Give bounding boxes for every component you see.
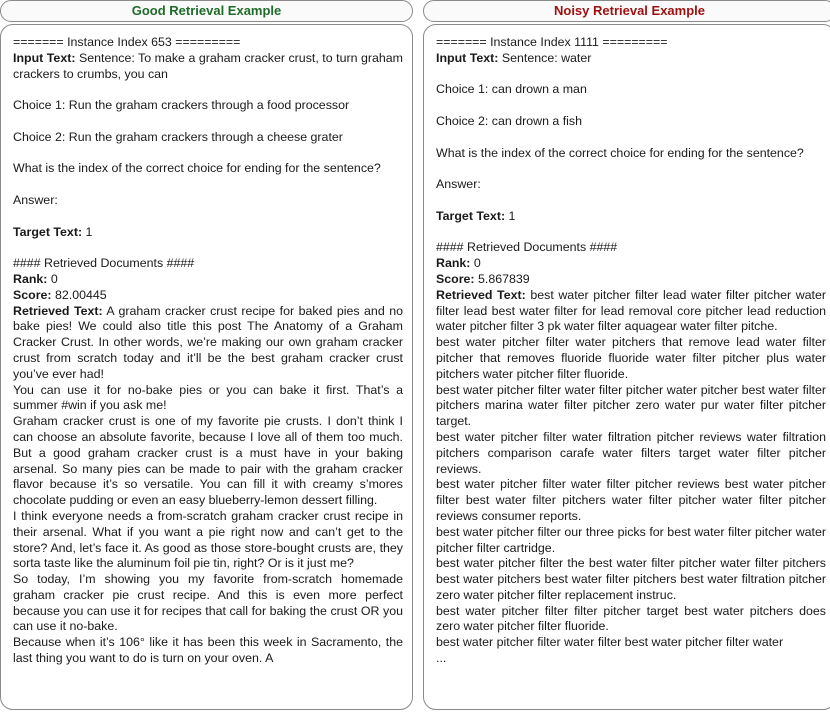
good-retrieved-label: Retrieved Text:: [13, 303, 103, 318]
good-choice-2: Choice 2: Run the graham crackers through a cheese grater: [13, 129, 343, 144]
noisy-retrieved-label: Retrieved Text:: [436, 287, 526, 302]
good-input-value: Sentence: To make a graham cracker crust, to turn graham crackers to crumbs, you can: [13, 50, 407, 81]
good-target-text: [13, 225, 403, 241]
noisy-choice-2: Choice 2: can drown a fish: [436, 113, 583, 128]
noisy-retrieved-text: [436, 288, 826, 667]
noisy-rank-label: Rank:: [436, 256, 471, 271]
good-input-text: [13, 50, 407, 83]
good-instance-line: ======= Instance Index 653 =========: [13, 35, 241, 49]
noisy-retrieved-header: #### Retrieved Documents ####: [436, 240, 618, 255]
good-rank: [13, 272, 403, 288]
good-question: What is the index of the correct choice for ending for the sentence?: [13, 161, 381, 176]
noisy-input-value: Sentence: water: [498, 50, 592, 65]
good-target-value: 1: [82, 224, 93, 239]
good-rank-value: 0: [47, 271, 58, 286]
good-choice-1: Choice 1: Run the graham crackers through a food processor: [13, 98, 350, 113]
good-retrieval-header: Good Retrieval Example: [0, 0, 413, 22]
good-answer: Answer:: [13, 192, 58, 207]
noisy-score-label: Score:: [436, 271, 475, 286]
noisy-score-value: 5.867839: [474, 271, 530, 286]
noisy-retrieval-box: [423, 24, 830, 710]
good-retrieval-panel: [0, 0, 414, 712]
good-score-label: Score:: [13, 287, 52, 302]
noisy-target-value: 1: [505, 208, 516, 223]
noisy-target-text: [436, 209, 826, 225]
noisy-score: [436, 272, 826, 288]
noisy-retrieval-panel: [423, 0, 830, 712]
good-retrieved-value: A graham cracker crust recipe for baked pies and no bake pies! We could also title this post The Anatomy of a Graham Cracker Crust. In other words, we’re making our own graham cracker crust from scratch today and it’ll be the best graham cracker crust you’ve ever had! You can use it for no-bake pies or you can bake it first. That’s a summer #win if you ask me! Graham cracker crust is one of my favorite pie crusts. I don’t think I can choose an absolute favorite, because I love all of them too much. But a good graham cracker crust is a must have in your baking arsenal. So many pies can be made to pair with the graham cracker flavor because it’s so versatile. You can fill it with creamy s’mores chocolate pudding or even an easy blueberry-lemon dessert filling. I think everyone needs a from-scratch graham cracker crust recipe in their arsenal. What if you want a pie right now and can’t get to the store? And, let’s face it. As good as those store-bought crusts are, they sorta taste like the aluminum foil pie tin, right? Or is it just me? So today, I’m showing you my favorite from-scratch homemade graham cracker pie crust recipe. And this is even more perfect because you can use it for recipes that call for baking the crust OR you can use it no-bake. Because when it’s 106° like it has been this week in Sacramento, the last thing you want to do is turn on your oven. A: [13, 303, 403, 666]
good-score: [13, 288, 403, 304]
noisy-instance-line: ======= Instance Index 1111 =========: [436, 35, 668, 49]
noisy-input-label: Input Text:: [436, 50, 499, 65]
noisy-question: What is the index of the correct choice for ending for the sentence?: [436, 145, 804, 160]
noisy-target-label: Target Text:: [436, 208, 506, 223]
noisy-retrieved-value: best water pitcher filter lead water filter pitcher water filter lead best water filter for lead removal core pitcher lead reduction water pitcher filter 3 pk water filter aquagear water filter pitche. best water pitcher filter water pitchers that remove lead water filter pitcher that removes fluoride fluoride water filter pitcher plus water pitchers water pitcher filter fluoride. best water pitcher filter water filter pitcher water pitcher best water filter pitchers marina water filter pitcher zero water pur water filter pitcher target. best water pitcher filter water filtration pitcher reviews water filtration pitchers comparison carafe water filters target water filter pitcher reviews. best water pitcher filter water filter pitcher reviews best water pitcher filter best water filter pitchers water filter pitcher water filter pitcher reviews consumer reports. best water pitcher filter our three picks for best water filter pitcher water pitcher filter cartridge. best water pitcher filter the best water filter pitcher water filter pitchers best water pitchers best water filter pitchers best water filtration pitcher zero water pitcher filter replacement instruc. best water pitcher filter filter pitcher target best water pitchers does zero water pitcher filter fluoride. best water pitcher filter water filter best water pitcher filter water ...: [436, 287, 826, 666]
good-input-label: Input Text:: [13, 50, 76, 65]
good-retrieved-text: [13, 304, 403, 667]
noisy-rank: [436, 256, 826, 272]
good-rank-label: Rank:: [13, 271, 48, 286]
good-score-value: 82.00445: [51, 287, 107, 302]
noisy-rank-value: 0: [470, 256, 481, 271]
good-target-label: Target Text:: [13, 224, 83, 239]
good-retrieved-header: #### Retrieved Documents ####: [13, 256, 195, 271]
noisy-choice-1: Choice 1: can drown a man: [436, 82, 587, 97]
noisy-answer: Answer:: [436, 177, 481, 192]
good-retrieval-box: [0, 24, 413, 710]
noisy-retrieval-header: Noisy Retrieval Example: [423, 0, 830, 22]
noisy-input-text: [436, 51, 826, 67]
